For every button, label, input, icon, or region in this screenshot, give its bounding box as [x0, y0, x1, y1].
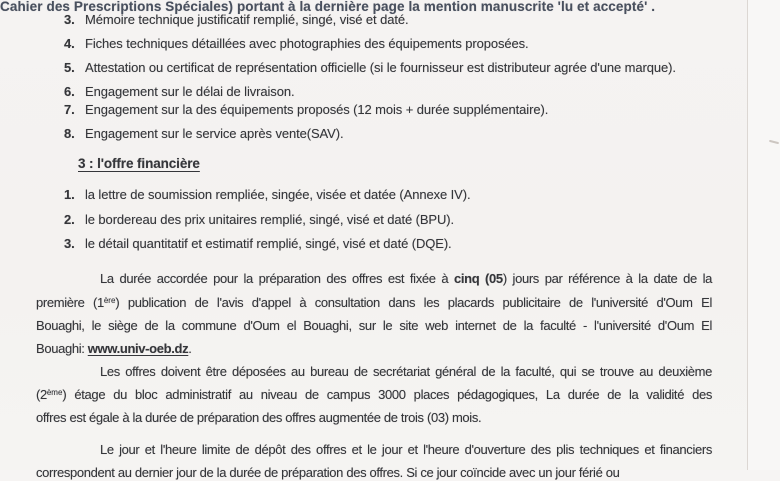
paragraph-text: Bouaghi:: [36, 341, 88, 356]
list-number: 4.: [64, 36, 75, 51]
list-number: 2.: [64, 212, 75, 227]
paragraph-text: Le jour et l'heure limite de dépôt des offres et le jour et l'heure d'ouverture des plis techniques et financiers: [100, 442, 712, 457]
paragraph-text: (2: [36, 387, 47, 402]
list-number: 7.: [64, 102, 75, 117]
bold-text: cinq (05: [454, 271, 503, 286]
scan-right-margin: [748, 0, 780, 470]
list-item-text: la lettre de soumission rempliée, singée, visée et datée (Annexe IV).: [85, 187, 471, 202]
list-item-text: Engagement sur le service après vente(SAV).: [85, 126, 344, 141]
list-item: [64, 187, 470, 202]
paragraph-text: La durée accordée pour la préparation des offres est fixée à: [100, 271, 454, 286]
list-number: 5.: [64, 60, 75, 75]
section-heading: 3 : l'offre financière: [78, 156, 200, 171]
clipped-bottom-line: [36, 465, 712, 481]
list-item: [64, 212, 454, 227]
paragraph-line: [36, 295, 712, 313]
list-item-text: le bordereau des prix unitaires remplié, singé, visé et daté (BPU).: [85, 212, 455, 227]
superscript-text: ère: [103, 296, 116, 305]
paragraph-line: [36, 318, 712, 334]
list-item: [64, 36, 529, 51]
list-item: [64, 102, 548, 117]
list-item: [64, 126, 343, 141]
paragraph-text: ) étage du bloc administratif au niveau de campus 3000 places pédagogiques, La durée de la validité des: [62, 387, 712, 402]
list-number: 6.: [64, 84, 75, 99]
list-item: [64, 12, 409, 27]
list-number: 1.: [64, 187, 75, 202]
paragraph-text: Les offres doivent être déposées au bureau de secrétariat général de la faculté, qui se trouve au deuxième: [100, 364, 712, 379]
paragraph-text: .: [188, 341, 192, 356]
paragraph-text: Bouaghi, le siège de la commune d'Oum el Bouaghi, sur le site web internet de la faculté - l'université d'Oum El: [36, 318, 712, 333]
list-item-text: Fiches techniques détaillées avec photographies des équipements proposées.: [85, 36, 529, 51]
website-link[interactable]: www.univ-oeb.dz: [87, 341, 189, 356]
page-edge-line: [747, 0, 748, 470]
paragraph-text: offres est égale à la durée de préparation des offres augmentée de trois (03) mois.: [36, 410, 482, 425]
clipped-top-line: Cahier des Prescriptions Spéciales) portant à la dernière page la mention manuscrite 'lu et accepté' .: [0, 0, 656, 14]
list-item-text: le détail quantitatif et estimatif remplié, singé, visé et daté (DQE).: [85, 236, 452, 251]
paragraph-text: première (1: [36, 295, 104, 310]
list-item: [64, 84, 294, 99]
list-item-text: Mémoire technique justificatif remplié, singé, visé et daté.: [85, 12, 409, 27]
list-number: 3.: [64, 236, 75, 251]
list-number: 3.: [64, 12, 75, 27]
list-item: [64, 60, 676, 75]
paragraph-line: [36, 442, 712, 458]
list-number: 8.: [64, 126, 75, 141]
list-item-text: Engagement sur le délai de livraison.: [85, 84, 295, 99]
paragraph-line: [36, 387, 712, 405]
paragraph-text: correspondent au dernier jour de la durée de préparation des offres. Si ce jour coïncide avec un jour férié ou: [36, 465, 620, 480]
paragraph-line: [36, 341, 712, 357]
paragraph-text: ) jours par référence à la date de la: [502, 271, 713, 286]
paragraph-line: [36, 410, 712, 426]
paragraph-line: [36, 364, 712, 380]
superscript-text: ème: [46, 388, 63, 397]
paragraph-line: [36, 271, 712, 287]
list-item: [64, 236, 452, 251]
list-item-text: Engagement sur la des équipements proposés (12 mois + durée supplémentaire).: [85, 102, 549, 117]
list-item-text: Attestation ou certificat de représentation officielle (si le fournisseur est distributeur agrée d'une marque).: [85, 60, 676, 75]
paragraph-text: ) publication de l'avis d'appel à consultation dans les placards publicitaire de l'université d'Oum El: [115, 295, 712, 310]
